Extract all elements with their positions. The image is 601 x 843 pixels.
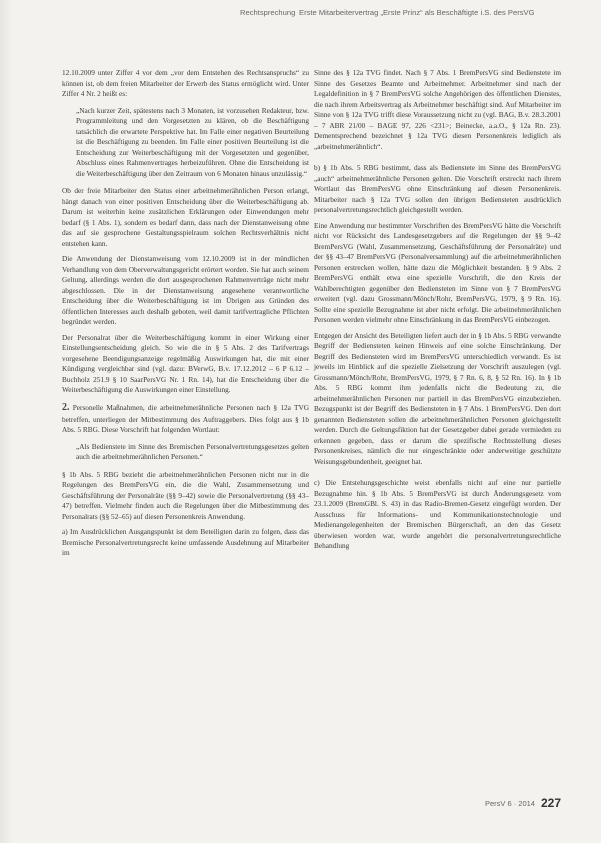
block-quote: „Als Bedienstete im Sinne des Bremischen Personalvertretungsgesetzes gelten auch die arbeitnehmerähnlichen Personen.“: [76, 441, 309, 462]
right-column: [314, 68, 561, 557]
paragraph: Entgegen der Ansicht des Beteiligten liefert auch der in § 1b Abs. 5 RBG verwandte Begriff der Bediensteten keinen Hinweis auf eine solche Einschränkung. Der Begriff des Bediensteten wird im BremPersVG unterschiedlich verwandt. Es ist jeweils im Hinblick auf die spezielle Zielsetzung der Vorschrift auszulegen (vgl. Grossmann/Mönch/Rohr, BremPersVG, 1979, § 7 Rn. 6, 8, § 52 Rn. 16). In § 1b Abs. 5 RBG kommt ihm jedenfalls nicht die Bedeutung zu, die arbeitnehmerähnlichen Personen nur partiell in das BremPersVG einzubeziehen. Bezugspunkt ist der Begriff des Bediensteten in § 7 Abs. 1 BremPersVG. Den dort genannten Bediensteten sollen die arbeitnehmerähnlichen Personen gleichgestellt werden. Durch die Geltungsfiktion hat der Gesetzgeber dabei gerade vermieden zu erkennen gegeben, dass er darum die spezifische Rechtsstellung dieses Personenkreises, nämlich die nur eingeschränkte oder anderweitige geschützte Weisungsgebundenheit, geeignet hat.: [314, 330, 561, 466]
running-header: [0, 4, 601, 22]
paragraph: Die Anwendung der Dienstanweisung vom 12.10.2009 ist in der mündlichen Verhandlung von dem Oberverwaltungsgericht erörtert worden. Sie hat auch seinem Geltung, allerdings werden die dort ausgesprochenen Rahmenverträge nicht mehr abgeschlossen. Die in der Dienstanweisung angesehene verantwortliche Entscheidung über die Weiterbeschäftigung ist im Übrigen aus Gründen des öffentlichen Interesses auch deshalb geboten, weil damit tarifvertragliche Pflichten begründet werden.: [62, 254, 309, 326]
paragraph: Eine Anwendung nur bestimmter Vorschriften des BremPersVG hätte die Vorschrift nicht vor Rücksicht des Landesgesetzgebers auf die Regelungen der §§ 9–42 BremPersVG (Wahl, Zusammensetzung, Geschäftsführung der Personalräte) und der §§ 43–47 BremPersVG (Personalversammlung) auf die arbeitnehmerähnlichen Personen erstrecken wollen, hätte dazu die Möglichkeit bestanden. § 9 Abs. 2 BremPersVG enthält etwa eine spezielle Vorschrift, die den Kreis der Wahlberechtigten gegenüber den Bediensteten im Sinne von § 7 BremPersVG erweitert (vgl. dazu Grossmann/Mönch/Rohr, BremPersVG, 1979, § 9 Rn. 16). Sollte eine spezielle Bezugnahme ist aber nicht erfolgt. Die arbeitnehmerähnlichen Personen werden vielmehr ohne Einschränkung in das BremPersVG einbezogen.: [314, 220, 561, 324]
paragraph: a) Im Ausdrücklichen Ausgangspunkt ist dem Beteiligten darin zu folgen, dass das Bremische Personalvertretungsrecht keine umfassende Ausdehnung auf Mitarbeiter im: [62, 527, 309, 558]
header-title: Erste Mitarbeitervertrag „Erste Prinz“ als Beschäftigte i.S. des PersVG: [299, 8, 535, 17]
section-number: 2.: [62, 401, 70, 413]
block-quote: „Nach kurzer Zeit, spätestens nach 3 Monaten, ist vorzusehen Redakteur, bzw. Programmleitung und den Vorgesetzten zu klären, ob die Beschäftigung tatsächlich die erwartete Perspektive hat. Im Falle einer negativen Beurteilung ist die Beschäftigung zu beenden. Im Falle einer positiven Beurteilung ist die Entscheidung zur Weiterbeschäftigung mit der Vorgesetzten und gegenüber, Abschluss eines Rahmenvertrages herbeizuführen. Ohne die Entscheidung ist die Weiterbeschäftigung über den Zeitraum von 6 Monaten hinaus unzulässig.“: [76, 105, 309, 178]
paragraph: Der Personalrat über die Weiterbeschäftigung kommt in einer Wirkung einer Einstellungsentscheidung gleich. So wie die in § 5 Abs. 2 des Tarifvertrags vorgesehene Beendigungsanzeige regelmäßig Auswirkungen hat, die mit einer Kündigung vergleichbar sind (vgl. dazu: BVerwG, B.v. 17.12.2012 – 6 P 6.12 – Buchholz 251.9 § 10 SaarPersVG Nr. 1 Rn. 14), hat die Entscheidung über die Weiterbeschäftigung die Auswirkungen einer Einstellung.: [62, 332, 309, 394]
left-column: [62, 68, 309, 564]
paragraph: Ob der freie Mitarbeiter den Status einer arbeitnehmerähnlichen Person erlangt, hängt danach von einer positiven Entscheidung über die Weiterbeschäftigung ab. Darum ist weiterhin keine zusätzlichen Erklärungen oder Einwendungen mehr bedarf (§ 1 Abs. 1), sondern es bedarf dann, dass nach der Dienstanweisung ohne das auf sie gesprochene Gestaltungsspielraum solchen Rechtsverhältnis nicht entstehen kann.: [62, 186, 309, 248]
paragraph: Sinne des § 12a TVG findet. Nach § 7 Abs. 1 BremPersVG sind Bedienstete im Sinne des Gesetzes Beamte und Arbeitnehmer. Arbeitnehmer sind nach der Legaldefinition in § 7 BremPersVG solche Angehörigen des öffentlichen Dienstes, die nach ihrem Arbeitsvertrag als Arbeitnehmer beschäftigt sind. Auf Mitarbeiter im Sinne von § 12a TVG trifft diese Voraussetzung nicht zu (vgl. BAG, B.v. 28.3.2001 – 7 ABR 21/00 – BAGE 97, 226 <231>; Beinecke, a.a.O., § 12a Rn. 23). Dementsprechend bezeichnet § 12a TVG diesen Personenkreis lediglich als „arbeitnehmerähnlich“.: [314, 68, 561, 151]
section-text: Personelle Maßnahmen, die arbeitnehmerähnliche Personen nach § 12a TVG betreffen, unterliegen der Mitbestimmung des Auftraggebers. Dies folgt aus § 1b Abs. 5 RBG. Diese Vorschrift hat folgenden Wortlaut:: [62, 402, 309, 435]
paragraph: b) § 1b Abs. 5 RBG bestimmt, dass als Bedienstete im Sinne des BremPersVG „auch“ arbeitnehmerähnliche Personen gelten. Die Vorschrift erstreckt nach ihrem Wortlaut das BremPersVG ohne Einschränkung auf diesen Personenkreis. Mitarbeiter nach § 12a TVG sollen den übrigen Bediensteten ausdrücklich personalvertretungsrechtlich gleichgestellt werden.: [314, 163, 561, 214]
page-footer: [485, 796, 561, 810]
scan-edge-shadow: [0, 0, 12, 843]
paragraph: § 1b Abs. 5 RBG bezieht die arbeitnehmerähnlichen Personen nicht nur in die Regelungen des BremPersVG ein, die die Wahl, Zusammensetzung und Geschäftsführung der Personalräte (§§ 9–42) sowie die Personalvertretung (§§ 43–47) betreffen. Vielmehr finden auch die Regelungen über die Mitbestimmung des Personalrats (§§ 52–65) auf diesen Personenkreis Anwendung.: [62, 469, 309, 521]
header-section: Rechtsprechung: [240, 8, 296, 17]
paragraph: 12.10.2009 unter Ziffer 4 vor dem „vor dem Entstehen des Rechtsanspruchs“ zu können ist, ob dem freien Mitarbeiter der Erwerb des Status ermöglicht wird. Unter Ziffer 4 Nr. 2 heißt es:: [62, 68, 309, 98]
journal-citation: PersV 6 · 2014: [484, 798, 535, 808]
page-number: 227: [540, 796, 561, 810]
section-paragraph: [62, 401, 309, 436]
paragraph: c) Die Entstehungsgeschichte weist ebenfalls nicht auf eine nur partielle Bezugnahme hin. § 1b Abs. 5 BremPersVG ist durch Änderungsgesetz vom 23.1.2009 (BremGBl. S. 43) in das Radio-Bremen-Gesetz eingefügt worden. Der Ausschuss für Informations- und Kommunikationstechnologie und Medienangelegenheiten der Bremischen Bürgerschaft, an den das Gesetz überwiesen worden war, wurde angehört die personalvertretungsrechtliche Behandlung: [314, 478, 561, 550]
